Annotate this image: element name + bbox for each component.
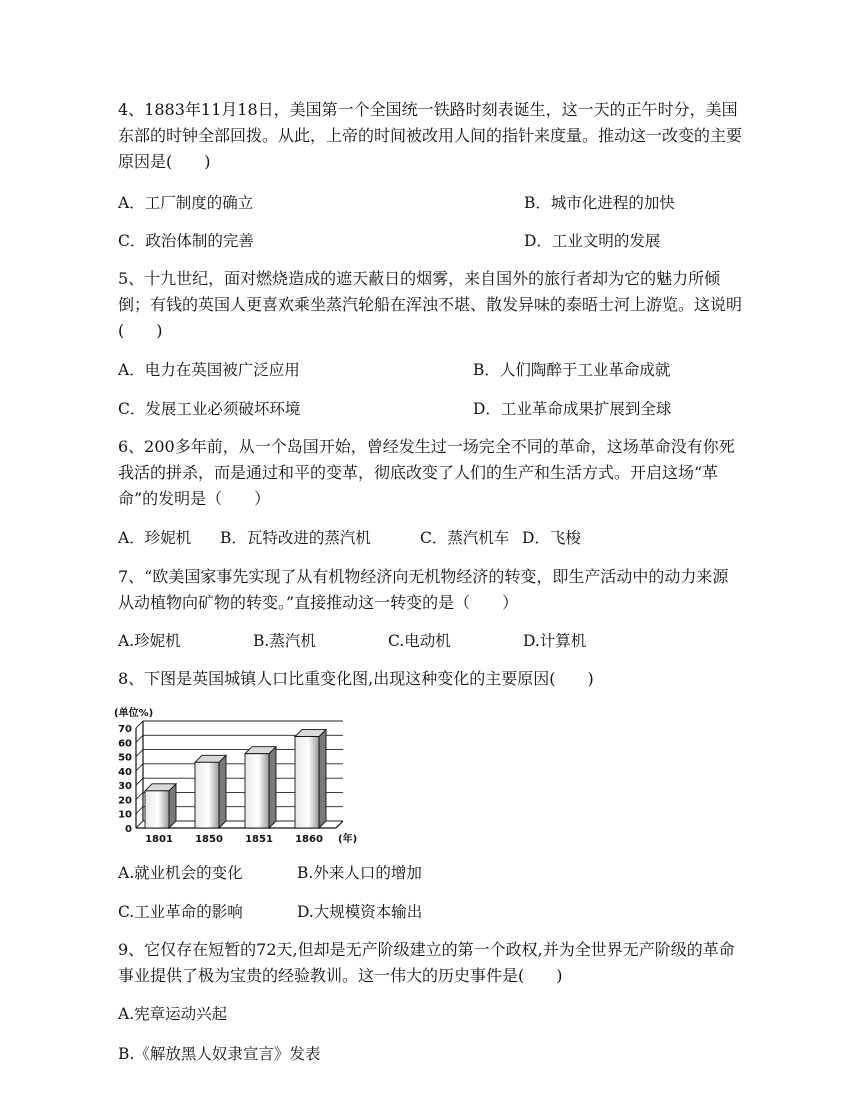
y-tick-label: 20 (118, 795, 132, 807)
urban-population-bar-chart (112, 704, 370, 846)
q4-option-a: A．工厂制度的确立 (118, 194, 254, 212)
grid-depth-line (136, 807, 143, 814)
q4-option-d: D．工业文明的发展 (524, 232, 661, 250)
y-tick-label: 10 (118, 809, 132, 821)
floor-edge (336, 821, 343, 828)
grid-depth-line (136, 735, 143, 742)
x-tick-label: 1851 (245, 834, 273, 845)
q6-option-a: A．珍妮机 (118, 529, 192, 547)
q8-option-a: A.就业机会的变化 (118, 864, 243, 882)
y-tick-label: 40 (118, 766, 132, 778)
question-9-stem: 9、它仅存在短暂的72天,但却是无产阶级建立的第一个政权,并为全世界无产阶级的革命事业提供了极为宝贵的经验教训。这一伟大的历史事件是( ) (118, 940, 735, 985)
q8-option-b: B.外来人口的增加 (297, 864, 422, 882)
q5-option-a: A．电力在英国被广泛应用 (118, 361, 300, 379)
y-tick-label: 70 (118, 724, 132, 735)
y-tick-label: 60 (118, 738, 132, 750)
y-tick-label: 0 (125, 824, 132, 835)
x-tick-label: 1850 (195, 834, 223, 845)
q9-option-b: B.《解放黑人奴隶宣言》发表 (118, 1045, 321, 1063)
bar-1801 (145, 784, 176, 828)
bar-1850 (195, 755, 226, 828)
y-unit-label: (单位%) (114, 708, 154, 719)
bar-1860 (295, 730, 326, 828)
grid-depth-line (136, 792, 143, 799)
q8-option-c: C.工业革命的影响 (118, 903, 243, 921)
q5-option-c: C．发展工业必须破坏环境 (118, 400, 301, 418)
x-unit-label: (年) (338, 834, 358, 845)
q6-option-d: D．飞梭 (522, 529, 581, 547)
grid-depth-line (136, 721, 143, 728)
question-5-stem: 5、十九世纪，面对燃烧造成的遮天蔽日的烟雾，来自国外的旅行者却为它的魅力所倾倒；有钱的英国人更喜欢乘坐蒸汽轮船在浑浊不堪、散发异味的泰晤士河上游览。这说明( ) (118, 269, 743, 340)
q8-option-d: D.大规模资本输出 (297, 903, 423, 921)
q7-option-b: B.蒸汽机 (253, 632, 316, 650)
question-7-stem: 7、“欧美国家事先实现了从有机物经济向无机物经济的转变，即生产活动中的动力来源从动植物向矿物的转变。”直接推动这一转变的是（ ） (118, 567, 729, 612)
q5-option-d: D．工业革命成果扩展到全球 (473, 400, 672, 418)
q4-option-b: B．城市化进程的加快 (524, 194, 675, 212)
q6-option-c: C．蒸汽机车 (420, 529, 510, 547)
grid-depth-line (136, 821, 143, 828)
q4-option-c: C．政治体制的完善 (118, 232, 254, 250)
x-tick-label: 1860 (295, 834, 323, 845)
question-6-stem: 6、200多年前，从一个岛国开始，曾经发生过一场完全不同的革命，这场革命没有你死我活的拼杀，而是通过和平的变革，彻底改变了人们的生产和生活方式。开启这场“革命”的发明是（ ） (118, 437, 735, 508)
y-tick-label: 30 (118, 781, 132, 793)
y-tick-label: 50 (118, 752, 132, 764)
grid-depth-line (136, 750, 143, 757)
question-4-stem: 4、1883年11月18日，美国第一个全国统一铁路时刻表诞生，这一天的正午时分，美国东部的时钟全部回拨。从此，上帝的时间被改用人间的指针来度量。推动这一改变的主要原因是( ) (118, 100, 743, 171)
q7-option-a: A.珍妮机 (118, 632, 181, 650)
x-tick-label: 1801 (145, 834, 173, 845)
q6-option-b: B．瓦特改进的蒸汽机 (220, 529, 371, 547)
q7-option-c: C.电动机 (388, 632, 451, 650)
q5-option-b: B．人们陶醉于工业革命成就 (473, 361, 671, 379)
bar-1851 (245, 747, 276, 828)
q9-option-a: A.宪章运动兴起 (118, 1005, 228, 1023)
grid-depth-line (136, 764, 143, 771)
grid-depth-line (136, 778, 143, 785)
question-8-stem: 8、下图是英国城镇人口比重变化图,出现这种变化的主要原因( ) (118, 669, 594, 688)
q7-option-d: D.计算机 (523, 632, 587, 650)
